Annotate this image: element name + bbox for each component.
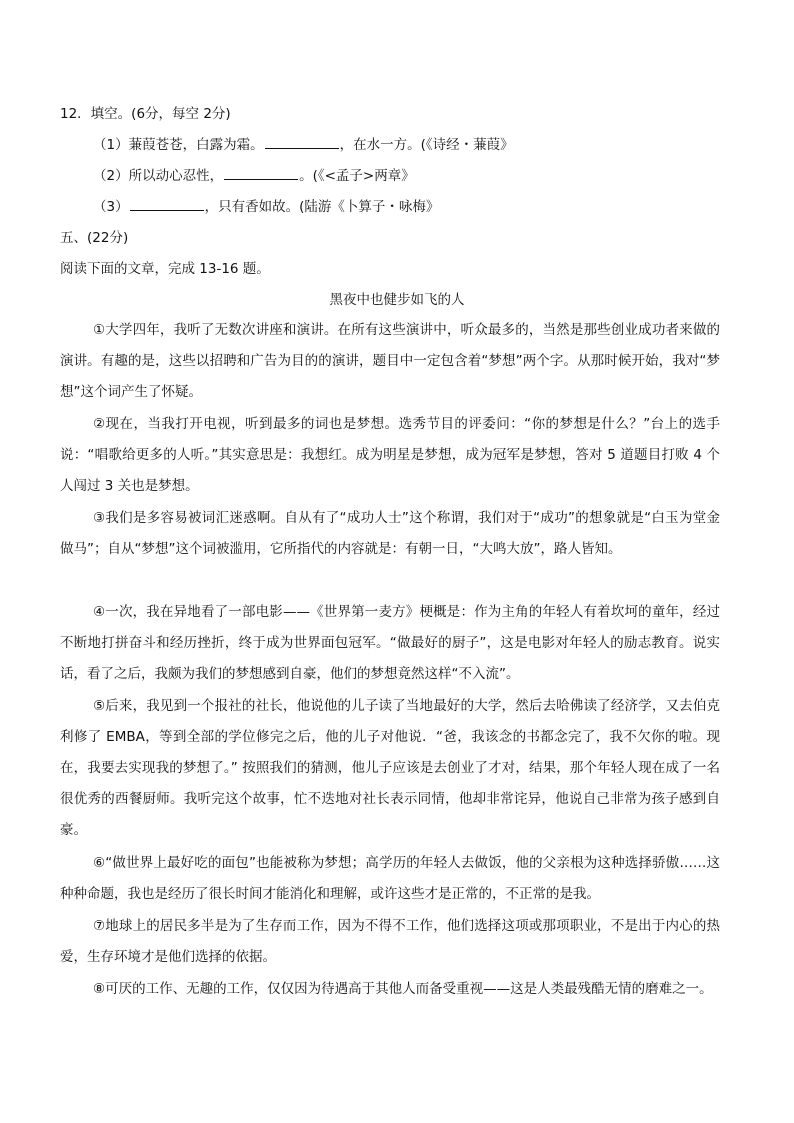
item-1-before-text: （1）蒹葭苍苍，白露为霜。 <box>93 137 264 153</box>
answer-blank-3[interactable] <box>130 198 204 211</box>
question-12-item-1 <box>93 135 773 155</box>
article-paragraph-6: ⑥“做世界上最好吃的面包”也能被称为梦想；高学历的年轻人去做饭，他的父亲根为这种选择骄傲……这种种命题，我也是经历了很长时间才能消化和理解，或许这些才是正常的，不正常的是我。 <box>60 855 720 902</box>
item-2-before-text: （2）所以动心忍性， <box>93 168 224 184</box>
reading-instruction: 阅读下面的文章，完成 13-16 题。 <box>60 261 270 277</box>
article-paragraph-4: ④一次，我在异地看了一部电影——《世界第一麦方》梗概是：作为主角的年轻人有着坎坷的童年，经过不断地打拼奋斗和经历挫折，终于成为世界面包冠军。“做最好的厨子”，这是电影对年轻人的励志教育。说实话，看了之后，我颇为我们的梦想感到自豪，他们的梦想竟然这样“不入流”。 <box>60 604 720 682</box>
article-paragraph-3: ③我们是多容易被词汇迷惑啊。自从有了“成功人士”这个称谓，我们对于“成功”的想象就是“白玉为堂金做马”；自从“梦想”这个词被滥用，它所指代的内容就是：有朝一日，“大鸣大放”，路人皆知。 <box>60 510 720 557</box>
answer-blank-2[interactable] <box>224 167 298 180</box>
item-2-after-text: 。(《<孟子>两章》 <box>299 168 415 184</box>
article-paragraph-8: ⑧可厌的工作、无趣的工作，仅仅因为待遇高于其他人而备受重视——这是人类最残酷无情的磨难之一。 <box>93 981 713 997</box>
question-12-item-3 <box>93 197 773 217</box>
article-paragraph-7: ⑦地球上的居民多半是为了生存而工作，因为不得不工作，他们选择这项或那项职业，不是出于内心的热爱，生存环境才是他们选择的依据。 <box>60 918 720 965</box>
article-paragraph-5: ⑤后来，我见到一个报社的社长，他说他的儿子读了当地最好的大学，然后去哈佛读了经济学，又去伯克利修了 EMBA，等到全部的学位修完之后，他的儿子对他说．“爸，我该念的书都念完了，我不欠你的啦。现在，我要去实现我的梦想了。” 按照我们的猜测，他儿子应该是去创业了才对，结果，那个年轻人现在成了一名很优秀的西餐厨师。我听完这个故事，忙不迭地对社长表示同情，他却非常诧异，他说自己非常为孩子感到自豪。 <box>60 698 720 838</box>
section-5-heading: 五、(22分) <box>60 230 129 246</box>
article-paragraph-2: ②现在，当我打开电视，听到最多的词也是梦想。选秀节目的评委问：“你的梦想是什么？”台上的选手说：“唱歌给更多的人听。”其实意思是：我想红。成为明星是梦想，成为冠军是梦想，答对 5 道题目打败 4 个人闯过 3 关也是梦想。 <box>60 416 720 494</box>
article-paragraph-1: ①大学四年，我听了无数次讲座和演讲。在所有这些演讲中，听众最多的，当然是那些创业成功者来做的演讲。有趣的是，这些以招聘和广告为目的的演讲，题目中一定包含着“梦想”两个字。从那时候开始，我对“梦想”这个词产生了怀疑。 <box>60 322 720 400</box>
answer-blank-1[interactable] <box>265 136 339 149</box>
question-12-item-2 <box>93 166 773 186</box>
article-title: 黑夜中也健步如飞的人 <box>329 292 465 308</box>
question-12-heading: 12．填空。(6分，每空 2分) <box>60 106 231 122</box>
item-3-after-text: ，只有香如故。(陆游《卜算子・咏梅》 <box>204 199 440 215</box>
item-3-before-text: （3） <box>93 199 129 215</box>
item-1-after-text: ，在水一方。(《诗经・蒹葭》 <box>339 137 514 153</box>
